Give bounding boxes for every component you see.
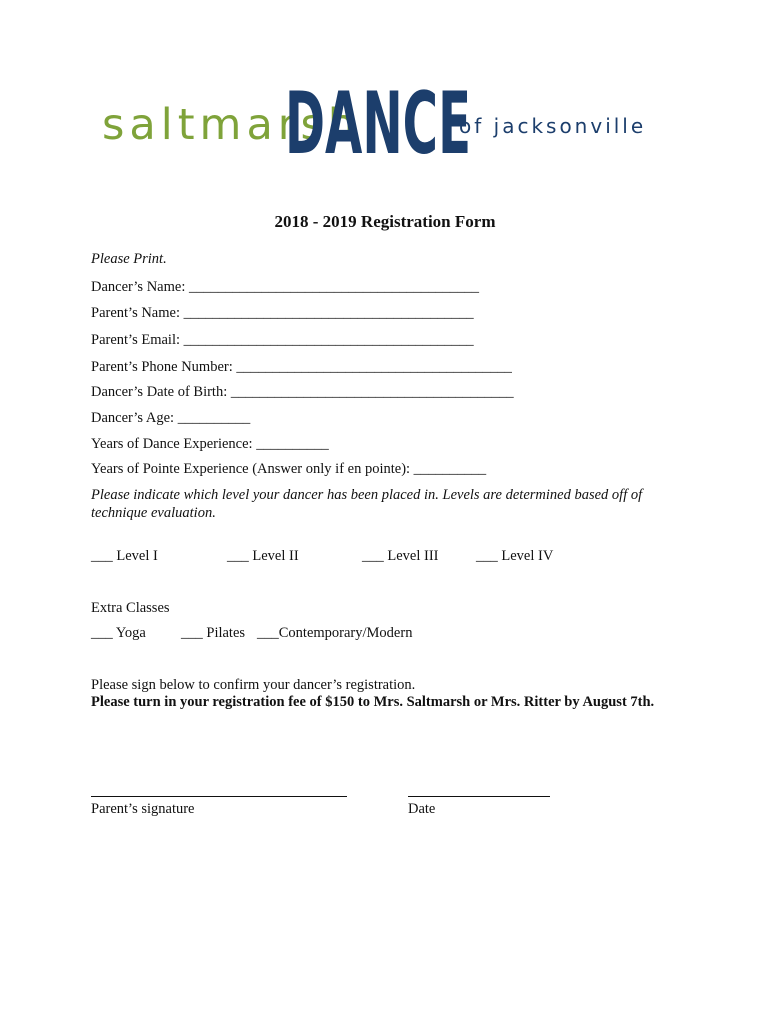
level-option-2[interactable]: ___ Level II <box>227 548 299 564</box>
form-title: 2018 - 2019 Registration Form <box>274 212 496 231</box>
logo-dance-mark <box>283 73 473 161</box>
signature-line[interactable] <box>91 796 347 797</box>
level-option-4[interactable]: ___ Level IV <box>476 548 554 564</box>
level-option-3[interactable]: ___ Level III <box>362 548 439 564</box>
extra-class-yoga[interactable]: ___ Yoga <box>91 625 146 641</box>
logo-text-jacksonville: of jacksonville <box>459 114 647 138</box>
field-dancer-age[interactable]: Dancer’s Age: __________ <box>91 410 251 426</box>
print-note: Please Print. <box>91 251 167 267</box>
logo-text-saltmarsh: saltmarsh <box>102 100 361 150</box>
date-label: Date <box>408 801 436 817</box>
sign-instruction: Please sign below to confirm your dancer’s registration. <box>91 677 416 693</box>
field-dancer-name[interactable]: Dancer’s Name: ________________________________________ <box>91 279 479 295</box>
extra-classes-heading: Extra Classes <box>91 600 170 616</box>
extra-class-pilates[interactable]: ___ Pilates <box>181 625 246 641</box>
field-parent-email[interactable]: Parent’s Email: ________________________________________ <box>91 332 474 348</box>
field-pointe-experience[interactable]: Years of Pointe Experience (Answer only if en pointe): __________ <box>91 461 487 477</box>
field-parent-name[interactable]: Parent’s Name: ________________________________________ <box>91 305 474 321</box>
fee-notice: Please turn in your registration fee of $150 to Mrs. Saltmarsh or Mrs. Ritter by August 7th. <box>91 694 655 710</box>
field-parent-phone[interactable]: Parent’s Phone Number: ______________________________________ <box>91 359 512 375</box>
extra-class-contemporary[interactable]: ___Contemporary/Modern <box>257 625 413 641</box>
signature-label: Parent’s signature <box>91 801 195 817</box>
logo-dance-text: DANCE <box>285 74 471 161</box>
field-dancer-dob[interactable]: Dancer’s Date of Birth: _______________________________________ <box>91 384 514 400</box>
date-line[interactable] <box>408 796 550 797</box>
level-option-1[interactable]: ___ Level I <box>91 548 158 564</box>
field-dance-experience[interactable]: Years of Dance Experience: __________ <box>91 436 329 452</box>
level-instruction: Please indicate which level your dancer has been placed in. Levels are determined based off of technique evaluation. <box>91 487 643 521</box>
